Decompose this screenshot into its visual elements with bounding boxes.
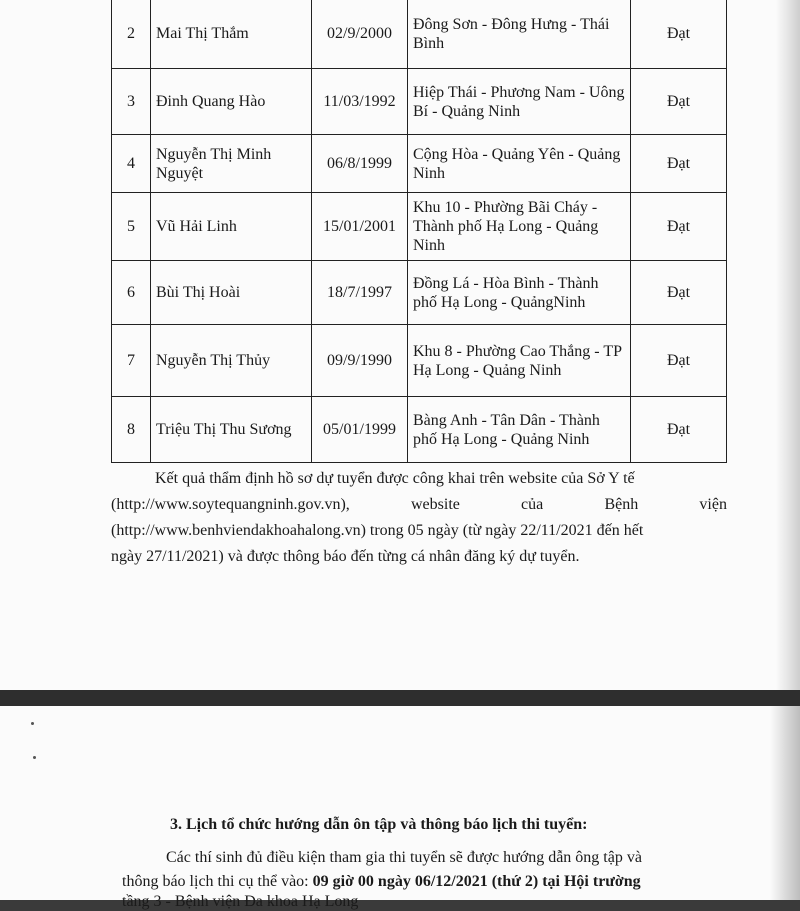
speck — [33, 756, 36, 759]
paragraph-line-3: (http://www.benhviendakhoahalong.vn) trong 05 ngày (từ ngày 22/11/2021 đến hết — [111, 522, 644, 539]
candidate-name: Triệu Thị Thu Sương — [151, 397, 312, 463]
row-number: 8 — [112, 397, 151, 463]
paragraph-line-4: ngày 27/11/2021) và được thông báo đến từng cá nhân đăng ký dự tuyển. — [111, 548, 580, 565]
candidate-name: Bùi Thị Hoài — [151, 261, 312, 325]
date-of-birth: 05/01/1999 — [312, 397, 408, 463]
row-number: 7 — [112, 325, 151, 397]
result: Đạt — [631, 397, 727, 463]
candidate-name: Mai Thị Thắm — [151, 0, 312, 69]
date-of-birth: 06/8/1999 — [312, 135, 408, 193]
result: Đạt — [631, 325, 727, 397]
result: Đạt — [631, 261, 727, 325]
row-number: 6 — [112, 261, 151, 325]
result: Đạt — [631, 69, 727, 135]
address: Đông Sơn - Đông Hưng - Thái Bình — [408, 0, 631, 69]
address: Hiệp Thái - Phương Nam - Uông Bí - Quảng Ninh — [408, 69, 631, 135]
word: của — [521, 496, 544, 513]
candidate-name: Nguyễn Thị Minh Nguyệt — [151, 135, 312, 193]
paragraph-line-1: Kết quả thẩm định hồ sơ dự tuyển được công khai trên website của Sở Y tế — [155, 470, 635, 487]
table-row — [112, 0, 727, 69]
date-of-birth: 11/03/1992 — [312, 69, 408, 135]
row-number: 3 — [112, 69, 151, 135]
candidate-table — [111, 0, 727, 463]
word: viện — [699, 496, 727, 513]
candidate-name: Đinh Quang Hào — [151, 69, 312, 135]
section-3-heading: 3. Lịch tổ chức hướng dẫn ôn tập và thông báo lịch thi tuyển: — [170, 816, 588, 833]
row-number: 2 — [112, 0, 151, 69]
date-of-birth: 09/9/1990 — [312, 325, 408, 397]
table-row — [112, 69, 727, 135]
table-row — [112, 135, 727, 193]
candidate-name: Vũ Hải Linh — [151, 193, 312, 261]
address: Cộng Hòa - Quảng Yên - Quảng Ninh — [408, 135, 631, 193]
word: (http://www.soytequangninh.gov.vn), — [111, 496, 350, 513]
table-row — [112, 193, 727, 261]
section-3-body — [122, 846, 738, 894]
page-shadow-2 — [770, 706, 800, 900]
candidate-name: Nguyễn Thị Thủy — [151, 325, 312, 397]
section-3-line-3-cut: tầng 3 - Bệnh viện Đa khoa Hạ Long — [122, 893, 359, 910]
page-gap — [0, 690, 800, 706]
address: Khu 8 - Phường Cao Thắng - TP Hạ Long - Quảng Ninh — [408, 325, 631, 397]
speck — [31, 722, 34, 725]
plain-text: thông báo lịch thi cụ thể vào: — [122, 873, 313, 890]
row-number: 4 — [112, 135, 151, 193]
result: Đạt — [631, 135, 727, 193]
address: Khu 10 - Phường Bãi Cháy - Thành phố Hạ Long - Quảng Ninh — [408, 193, 631, 261]
result: Đạt — [631, 193, 727, 261]
result: Đạt — [631, 0, 727, 69]
word: Bệnh — [604, 496, 639, 513]
address: Đồng Lá - Hòa Bình - Thành phố Hạ Long - QuảngNinh — [408, 261, 631, 325]
section-3-line-2 — [122, 870, 738, 894]
table-row — [112, 325, 727, 397]
bold-text: 09 giờ 00 ngày 06/12/2021 (thứ 2) tại Hội trường — [312, 873, 641, 890]
table-row — [112, 397, 727, 463]
page-shadow — [776, 0, 800, 690]
date-of-birth: 02/9/2000 — [312, 0, 408, 69]
paragraph-line-2 — [111, 492, 727, 518]
address: Bàng Anh - Tân Dân - Thành phố Hạ Long - Quảng Ninh — [408, 397, 631, 463]
date-of-birth: 18/7/1997 — [312, 261, 408, 325]
date-of-birth: 15/01/2001 — [312, 193, 408, 261]
word: website — [410, 496, 460, 513]
section-3-line-1: Các thí sinh đủ điều kiện tham gia thi tuyển sẽ được hướng dẫn ông tập và — [166, 849, 642, 866]
row-number: 5 — [112, 193, 151, 261]
table-row — [112, 261, 727, 325]
